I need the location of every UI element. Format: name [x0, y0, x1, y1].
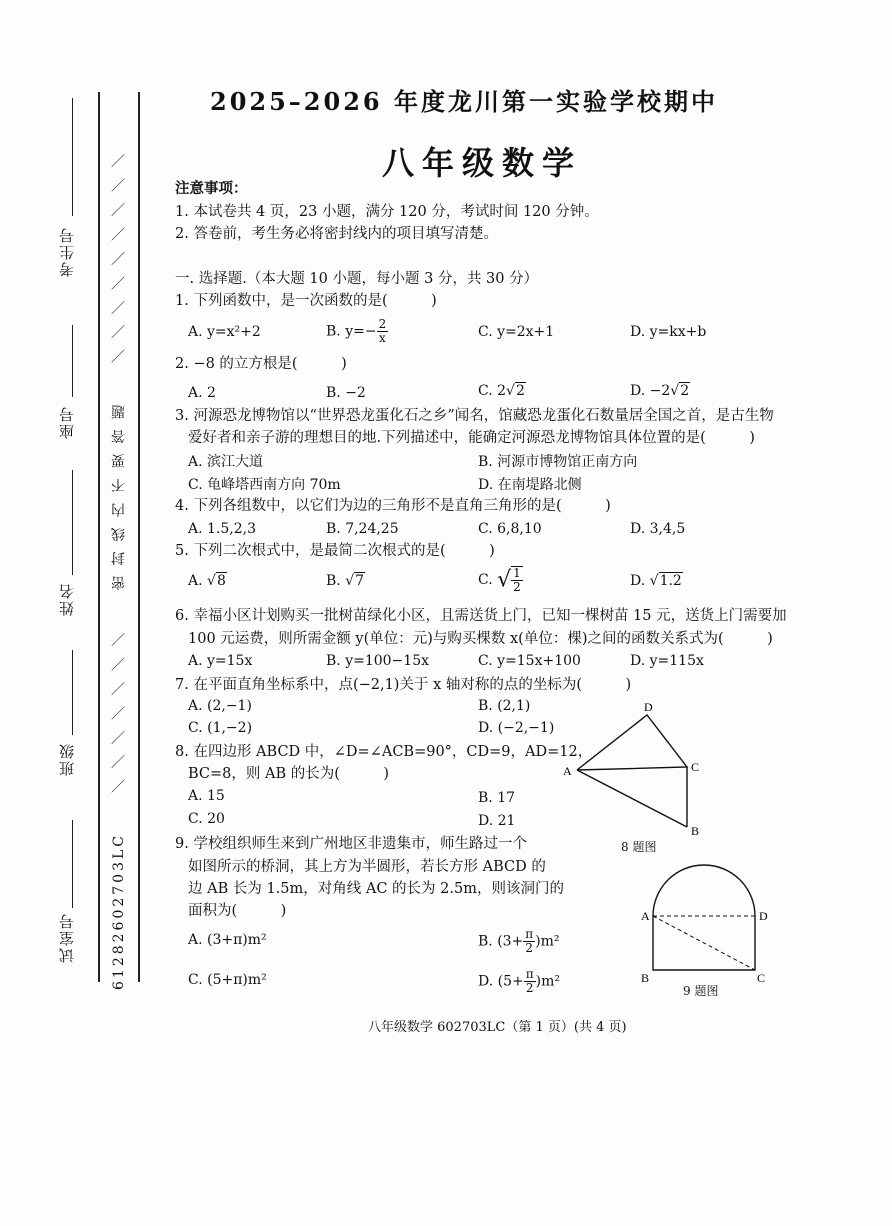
arch-outline	[653, 865, 755, 970]
q9-stem-line-2: 如图所示的桥洞，其上方为半圆形，若长方形 ABCD 的	[188, 859, 546, 875]
q3-option-c: C. 龟峰塔西南方向 70m	[188, 477, 341, 493]
q7-option-d: D. (−2,−1)	[478, 720, 555, 736]
label-a: A	[563, 764, 572, 778]
q7-option-c: C. (1,−2)	[188, 720, 253, 736]
q2-option-d: D. −2√2	[630, 383, 690, 399]
q7-stem: 7. 在平面直角坐标系中，点(−2,1)关于 x 轴对称的点的坐标为( )	[175, 677, 632, 693]
seal-text: 密 封 线 内 不 要 答 题	[111, 402, 127, 591]
binding-line-left	[98, 92, 100, 982]
q9-option-a: A. (3+π)m²	[188, 932, 267, 948]
q8-stem-line-2: BC=8，则 AB 的长为( )	[188, 766, 390, 782]
banji-line	[72, 650, 73, 735]
q4-option-b: B. 7,24,25	[326, 521, 399, 537]
q8-stem-line-1: 8. 在四边形 ABCD 中，∠D=∠ACB=90°，CD=9，AD=12，	[175, 744, 593, 760]
q8-option-b: B. 17	[478, 790, 516, 806]
notice-item-1: 1. 本试卷共 4 页，23 小题，满分 120 分，考试时间 120 分钟。	[175, 204, 599, 220]
q1-option-d: D. y=kx+b	[630, 324, 707, 340]
q3-option-d: D. 在南堤路北侧	[478, 477, 582, 493]
seal-column	[108, 150, 130, 990]
q6-option-d: D. y=115x	[630, 653, 704, 669]
label-c: C	[757, 971, 766, 985]
q8-option-c: C. 20	[188, 811, 225, 827]
exam-title: 2025–2026 年度龙川第一实验学校期中	[210, 87, 718, 116]
notice-heading: 注意事项：	[175, 180, 248, 197]
figure-8-quadrilateral	[555, 695, 725, 855]
slash-marks: ／ ／ ／ ／ ／ ／ ／ ／ ／	[111, 150, 127, 363]
zuohao-line	[72, 325, 73, 397]
kaohao-label: 考生号	[58, 226, 76, 277]
kaohao-line	[72, 98, 73, 216]
q2-stem: 2. −8 的立方根是( )	[175, 356, 347, 372]
figure-8-caption: 8 题图	[621, 840, 657, 854]
label-c: C	[691, 760, 700, 774]
q5-stem: 5. 下列二次根式中，是最简二次根式的是( )	[175, 543, 495, 559]
q6-option-c: C. y=15x+100	[478, 653, 581, 669]
section-heading: 一. 选择题.（本大题 10 小题，每小题 3 分，共 30 分）	[175, 271, 539, 287]
label-b: B	[641, 971, 650, 985]
q5-option-c: C. √ $\frac{1}{2}$	[478, 566, 521, 594]
q9-stem-line-3: 边 AB 长为 1.5m，对角线 AC 的长为 2.5m，则该洞门的	[188, 881, 564, 897]
q6-option-a: A. y=15x	[188, 653, 253, 669]
q7-option-a: A. (2,−1)	[188, 698, 252, 714]
banji-label: 班级	[58, 742, 76, 776]
q6-stem-line-2: 100 元运费，则所需金额 y(单位：元)与购买棵数 x(单位：棵)之间的函数关系式为( )	[188, 631, 773, 647]
page-footer: 八年级数学 602703LC（第 1 页）(共 4 页)	[368, 1020, 627, 1035]
xingming-label: 姓名	[58, 582, 76, 616]
q5-option-b: B. √7	[326, 573, 365, 589]
q2-option-b: B. −2	[326, 385, 366, 401]
subject-title: 八年级数学	[382, 144, 583, 182]
q9-stem-line-1: 9. 学校组织师生来到广州地区非遗集市，师生路过一个	[175, 836, 527, 852]
q2-option-c: C. 2√2	[478, 383, 525, 399]
q4-option-d: D. 3,4,5	[630, 521, 686, 537]
label-a: A	[641, 909, 650, 923]
figure-9-caption: 9 题图	[683, 984, 719, 998]
diagonal-ac	[653, 916, 755, 970]
slash-marks: ／ ／ ／ ／ ／ ／ ／	[111, 629, 127, 794]
q9-stem-line-4: 面积为( )	[188, 903, 287, 919]
shishi-line	[72, 820, 73, 908]
label-b: B	[691, 824, 700, 838]
q6-stem-line-1: 6. 幸福小区计划购买一批树苗绿化小区，且需送货上门，已知一棵树苗 15 元，送货上门需要加	[175, 608, 787, 624]
q7-option-b: B. (2,1)	[478, 698, 531, 714]
q3-stem-line-2: 爱好者和亲子游的理想目的地.下列描述中，能确定河源恐龙博物馆具体位置的是( )	[188, 430, 755, 446]
q1-option-a: A. y=x²+2	[188, 324, 261, 340]
triangle-acd	[577, 715, 687, 770]
binding-line-right	[138, 92, 140, 982]
q3-stem-line-1: 3. 河源恐龙博物馆以“世界恐龙蛋化石之乡”闻名，馆藏恐龙蛋化石数量居全国之首，是古生物	[175, 408, 774, 424]
q8-option-d: D. 21	[478, 813, 516, 829]
q5-option-a: A. √8	[188, 573, 226, 589]
q4-option-c: C. 6,8,10	[478, 521, 542, 537]
q9-option-b: B. (3+ $\frac{\pi}{2}$ )m²	[478, 927, 560, 955]
q6-option-b: B. y=100−15x	[326, 653, 429, 669]
side-ab	[577, 770, 687, 827]
q5-option-d: D. √1.2	[630, 573, 682, 589]
figure-9-arch	[635, 858, 775, 998]
q4-option-a: A. 1.5,2,3	[188, 521, 256, 537]
label-d: D	[759, 909, 768, 923]
q9-option-d: D. (5+ $\frac{\pi}{2}$ )m²	[478, 967, 560, 995]
q2-option-a: A. 2	[188, 385, 216, 401]
label-d: D	[644, 700, 653, 714]
q8-option-a: A. 15	[188, 788, 225, 804]
xingming-line	[72, 470, 73, 575]
q1-stem: 1. 下列函数中，是一次函数的是( )	[175, 293, 437, 309]
q3-option-a: A. 滨江大道	[188, 454, 264, 470]
notice-item-2: 2. 答卷前，考生务必将密封线内的项目填写清楚。	[175, 226, 498, 242]
q1-option-c: C. y=2x+1	[478, 324, 555, 340]
zuohao-label: 座号	[58, 405, 76, 439]
exam-code: 61282602703LC	[111, 833, 127, 990]
q3-option-b: B. 河源市博物馆正南方向	[478, 454, 638, 470]
q1-option-b: B. y=− $\frac{2}{x}$	[326, 317, 387, 345]
q9-option-c: C. (5+π)m²	[188, 972, 267, 988]
q4-stem: 4. 下列各组数中，以它们为边的三角形不是直角三角形的是( )	[175, 498, 611, 514]
shishi-label: 试室号	[58, 912, 76, 963]
